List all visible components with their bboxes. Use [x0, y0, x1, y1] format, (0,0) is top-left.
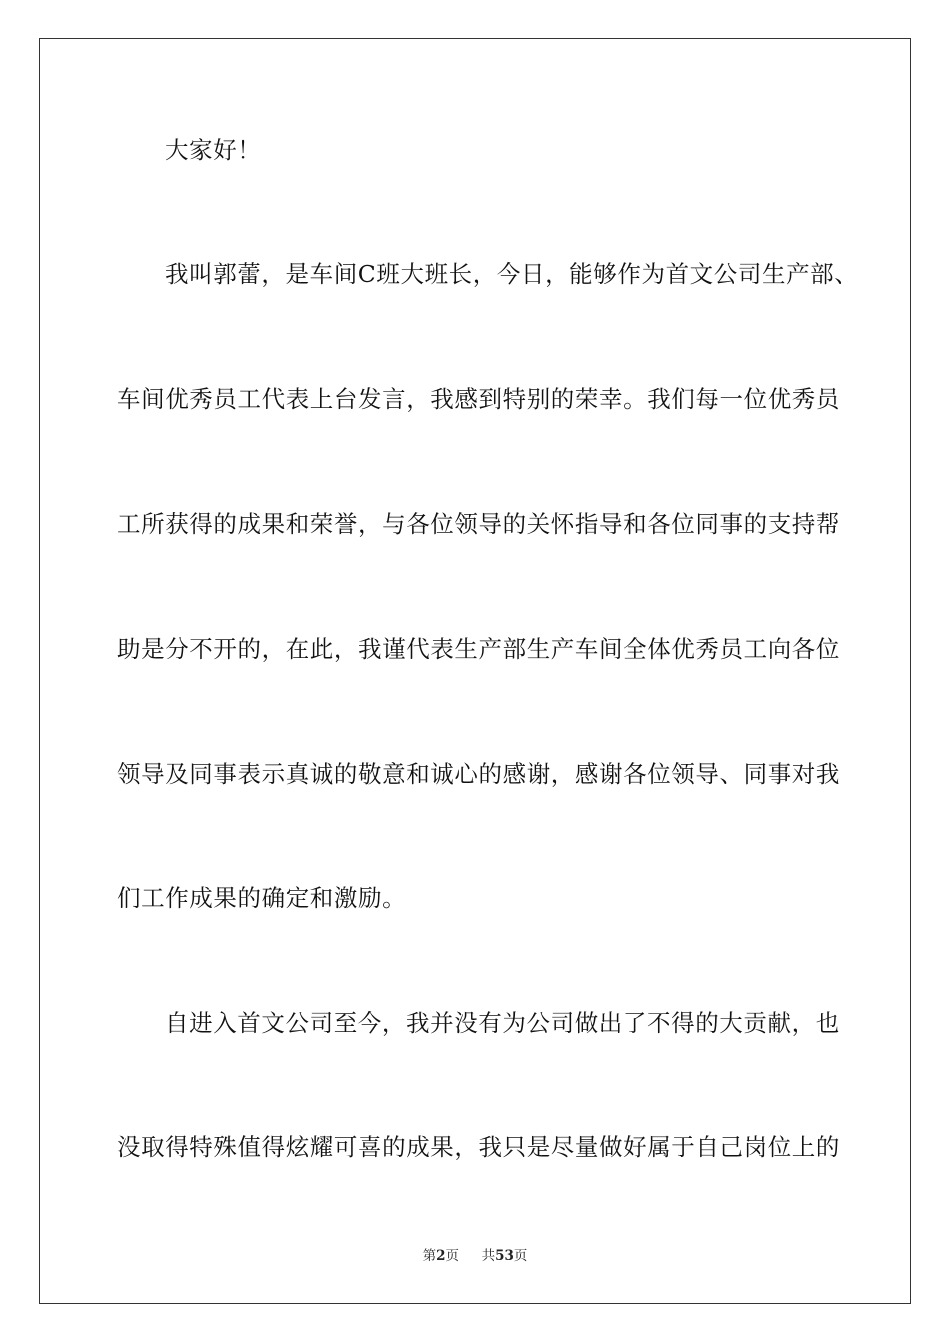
page-suffix: 页	[445, 1248, 459, 1264]
paragraph-line: 工所获得的成果和荣誉，与各位领导的关怀指导和各位同事的支持帮	[117, 510, 840, 538]
total-pages-label	[482, 1248, 528, 1264]
paragraph-line: 自进入首文公司至今，我并没有为公司做出了不得的大贡献，也	[165, 1009, 840, 1037]
paragraph-line: 领导及同事表示真诚的敬意和诚心的感谢，感谢各位领导、同事对我	[117, 760, 840, 788]
paragraph-line: 车间优秀员工代表上台发言，我感到特别的荣幸。我们每一位优秀员	[117, 385, 840, 413]
current-page-number: 2	[436, 1248, 446, 1264]
total-page-number: 53	[495, 1248, 514, 1264]
page-footer	[0, 1247, 950, 1265]
paragraph-line: 没取得特殊值得炫耀可喜的成果，我只是尽量做好属于自己岗位上的	[117, 1133, 840, 1161]
page-number-label	[423, 1248, 464, 1264]
greeting-line: 大家好！	[165, 136, 262, 164]
total-suffix: 页	[513, 1248, 528, 1264]
page-border	[39, 38, 911, 1304]
page-prefix: 第	[422, 1248, 437, 1264]
paragraph-line: 我叫郭蕾，是车间C班大班长，今日，能够作为首文公司生产部、	[165, 260, 859, 288]
total-prefix: 共	[481, 1248, 496, 1264]
paragraph-line: 助是分不开的，在此，我谨代表生产部生产车间全体优秀员工向各位	[117, 635, 840, 663]
paragraph-line: 们工作成果的确定和激励。	[117, 884, 407, 912]
